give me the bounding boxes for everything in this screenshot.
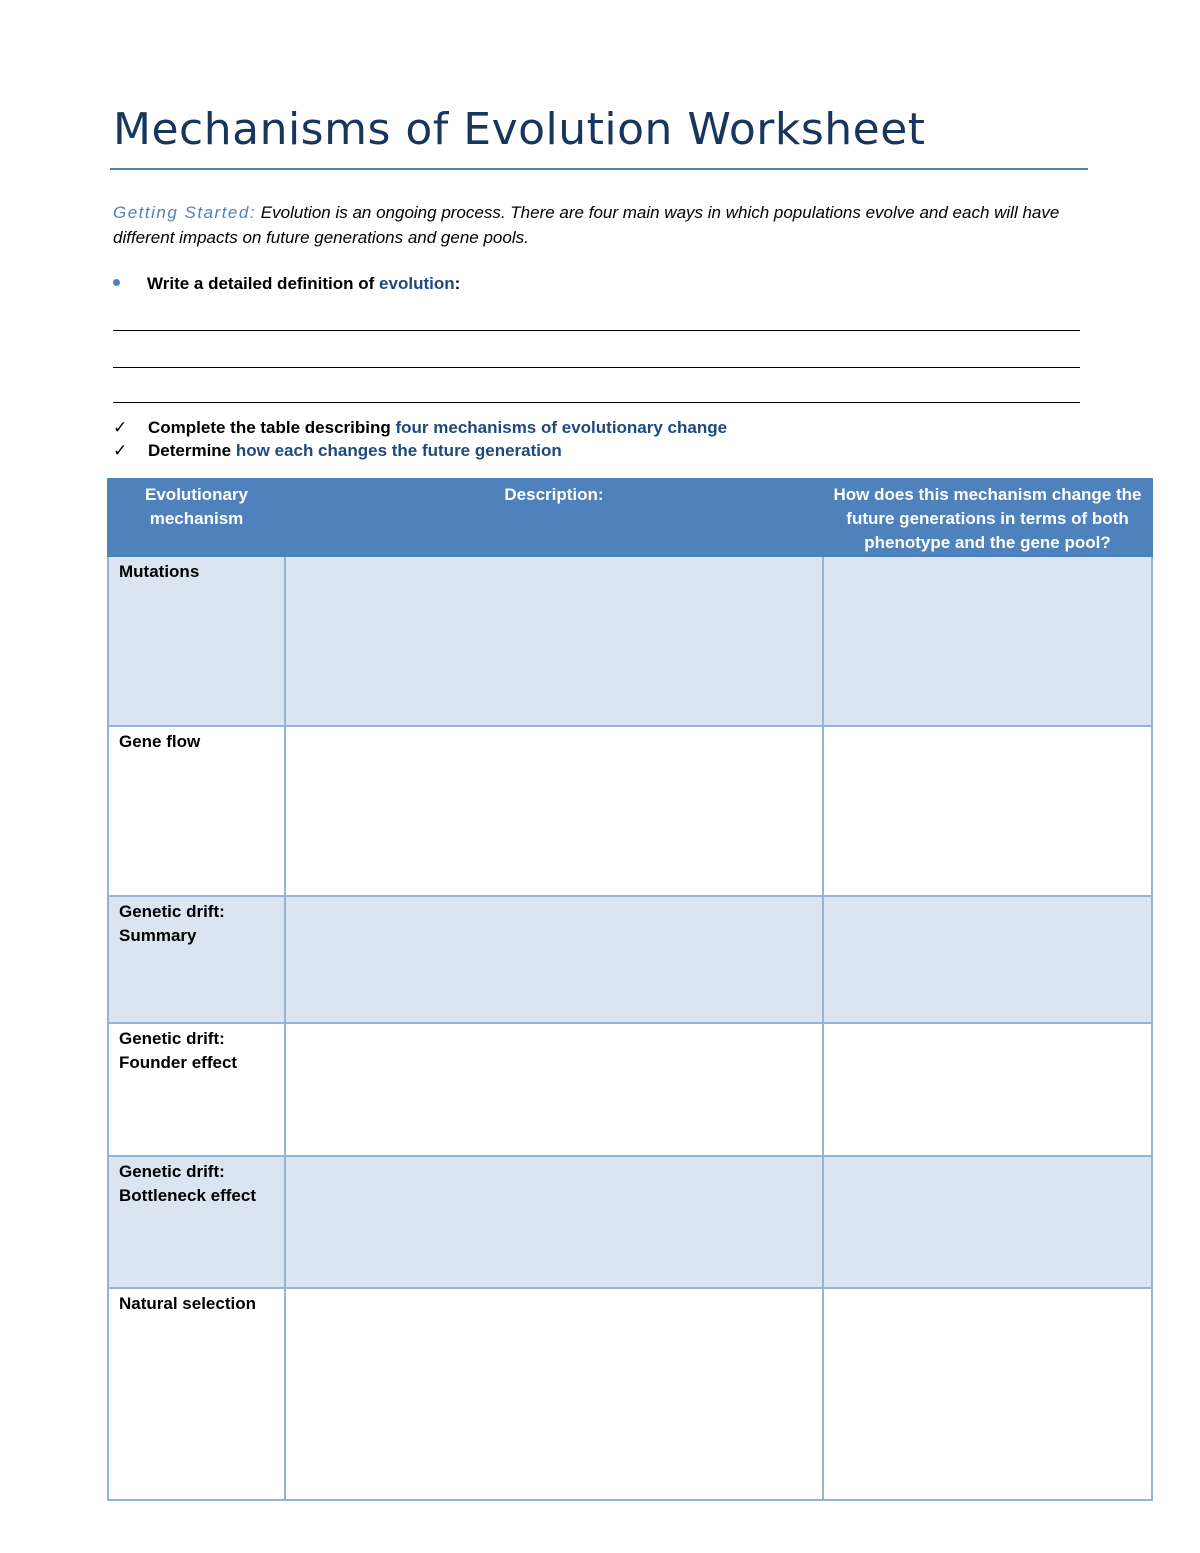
header-description: Description: <box>285 479 823 556</box>
description-cell[interactable] <box>285 1156 823 1288</box>
answer-line[interactable] <box>113 330 1080 331</box>
bullet-icon <box>113 279 120 286</box>
change-cell[interactable] <box>823 556 1152 726</box>
description-cell[interactable] <box>285 726 823 896</box>
mechanism-name: Mutations <box>108 556 285 726</box>
checklist-item <box>113 418 727 438</box>
description-cell[interactable] <box>285 1288 823 1500</box>
definition-prompt <box>113 274 460 294</box>
table-row <box>108 726 1152 896</box>
change-cell[interactable] <box>823 1156 1152 1288</box>
checklist-text: Determine <box>148 441 236 460</box>
getting-started-label: Getting Started: <box>113 203 257 222</box>
answer-line[interactable] <box>113 402 1080 403</box>
change-cell[interactable] <box>823 1288 1152 1500</box>
change-cell[interactable] <box>823 1023 1152 1156</box>
change-cell[interactable] <box>823 896 1152 1023</box>
header-mechanism: Evolutionary mechanism <box>108 479 285 556</box>
mechanism-name: Genetic drift: Bottleneck effect <box>108 1156 285 1288</box>
mechanism-name: Genetic drift: Summary <box>108 896 285 1023</box>
page-title: Mechanisms of Evolution Worksheet <box>113 104 926 155</box>
table-row <box>108 1156 1152 1288</box>
table-row <box>108 1288 1152 1500</box>
description-cell[interactable] <box>285 556 823 726</box>
mechanism-name: Genetic drift: Founder effect <box>108 1023 285 1156</box>
intro-text: Evolution is an ongoing process. There are four main ways in which populations evolve and each will have different impacts on future generations and gene pools. <box>113 203 1060 247</box>
table-row <box>108 896 1152 1023</box>
checklist-item <box>113 441 562 461</box>
description-cell[interactable] <box>285 896 823 1023</box>
table-row <box>108 556 1152 726</box>
definition-prompt-suffix: : <box>454 274 461 293</box>
checklist-text: Complete the table describing <box>148 418 396 437</box>
checklist-highlight: four mechanisms of evolutionary change <box>395 418 728 437</box>
mechanisms-table <box>107 478 1153 1501</box>
checklist-highlight: how each changes the future generation <box>235 441 562 460</box>
checkmark-icon: ✓ <box>113 441 128 460</box>
intro-paragraph <box>113 200 1088 250</box>
checkmark-icon: ✓ <box>113 418 128 437</box>
definition-term: evolution <box>379 274 455 293</box>
description-cell[interactable] <box>285 1023 823 1156</box>
definition-prompt-prefix: Write a detailed definition of <box>147 274 380 293</box>
answer-line[interactable] <box>113 367 1080 368</box>
mechanism-name: Gene flow <box>108 726 285 896</box>
table-row <box>108 1023 1152 1156</box>
mechanism-name: Natural selection <box>108 1288 285 1500</box>
table-header-row <box>108 479 1152 556</box>
header-change: How does this mechanism change the future generations in terms of both phenotype and the gene pool? <box>823 479 1152 556</box>
title-rule <box>110 168 1088 170</box>
change-cell[interactable] <box>823 726 1152 896</box>
